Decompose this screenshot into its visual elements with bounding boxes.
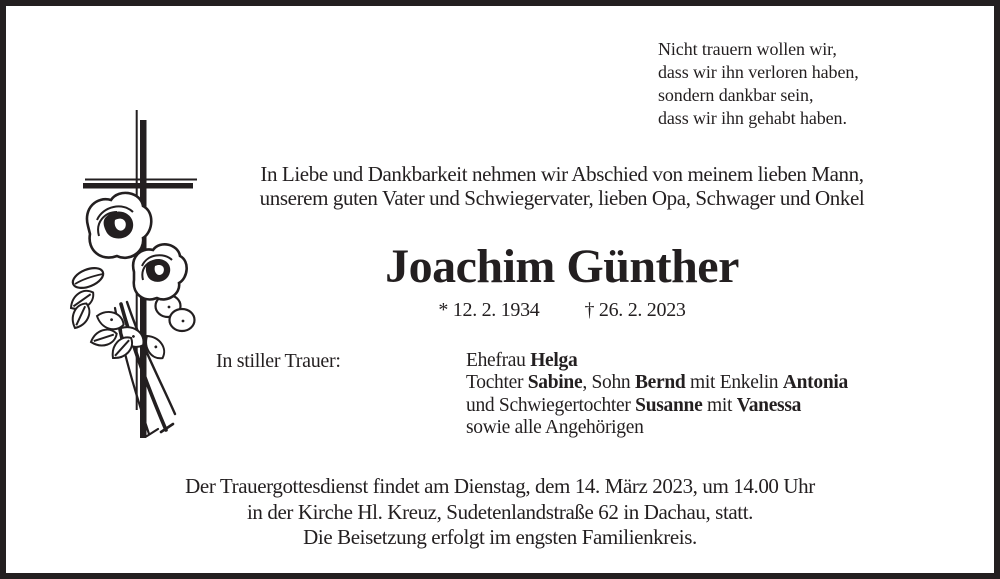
mourner-name: Sabine [527, 372, 583, 394]
poem-line: Nicht trauern wollen wir, [658, 39, 837, 59]
mourners-label: In stiller Trauer: [216, 350, 341, 372]
mourner-name: Vanessa [736, 394, 802, 416]
mourner-line [466, 372, 848, 394]
mourner-text: mit Enkelin [685, 372, 783, 394]
poem-line: dass wir ihn gehabt haben. [658, 108, 847, 128]
mourner-line [466, 395, 848, 417]
intro-text [162, 162, 962, 210]
leaf-icon [67, 286, 195, 363]
mourner-text: sowie alle Angehörigen [466, 417, 644, 439]
intro-line: In Liebe und Dankbarkeit nehmen wir Abschied von meinem lieben Mann, [260, 162, 864, 186]
mourner-name: Susanne [635, 394, 703, 416]
memorial-poem [658, 38, 859, 130]
mourner-name: Antonia [782, 372, 848, 394]
rosebud-icon [70, 264, 106, 292]
mourner-text: und Schwiegertochter [466, 394, 636, 416]
mourner-line [466, 350, 848, 372]
mourners-list [466, 350, 848, 440]
service-line: Die Beisetzung erfolgt im engsten Familienkreis. [303, 525, 697, 549]
mourner-name: Helga [530, 350, 578, 371]
poem-line: sondern dankbar sein, [658, 85, 814, 105]
mourner-text: mit [702, 394, 737, 416]
service-details [6, 474, 994, 551]
mourner-text: Ehefrau [466, 350, 531, 371]
mourner-name: Bernd [634, 372, 686, 394]
poem-line: dass wir ihn verloren haben, [658, 62, 859, 82]
birth-date: * 12. 2. 1934 [438, 299, 540, 321]
mourner-text: Tochter [466, 372, 528, 394]
service-line: Der Trauergottesdienst findet am Dienstag, dem 14. März 2023, um 14.00 Uhr [185, 474, 815, 498]
rose-icon [87, 193, 151, 258]
service-line: in der Kirche Hl. Kreuz, Sudetenlandstraße 62 in Dachau, statt. [246, 499, 754, 524]
mourner-line [466, 417, 848, 439]
life-dates [162, 299, 962, 322]
death-date: † 26. 2. 2023 [584, 299, 686, 321]
deceased-name: Joachim Günther [385, 240, 739, 293]
mourner-text: , Sohn [582, 372, 635, 394]
intro-line: unserem guten Vater und Schwiegervater, lieben Opa, Schwager und Onkel [259, 186, 865, 210]
